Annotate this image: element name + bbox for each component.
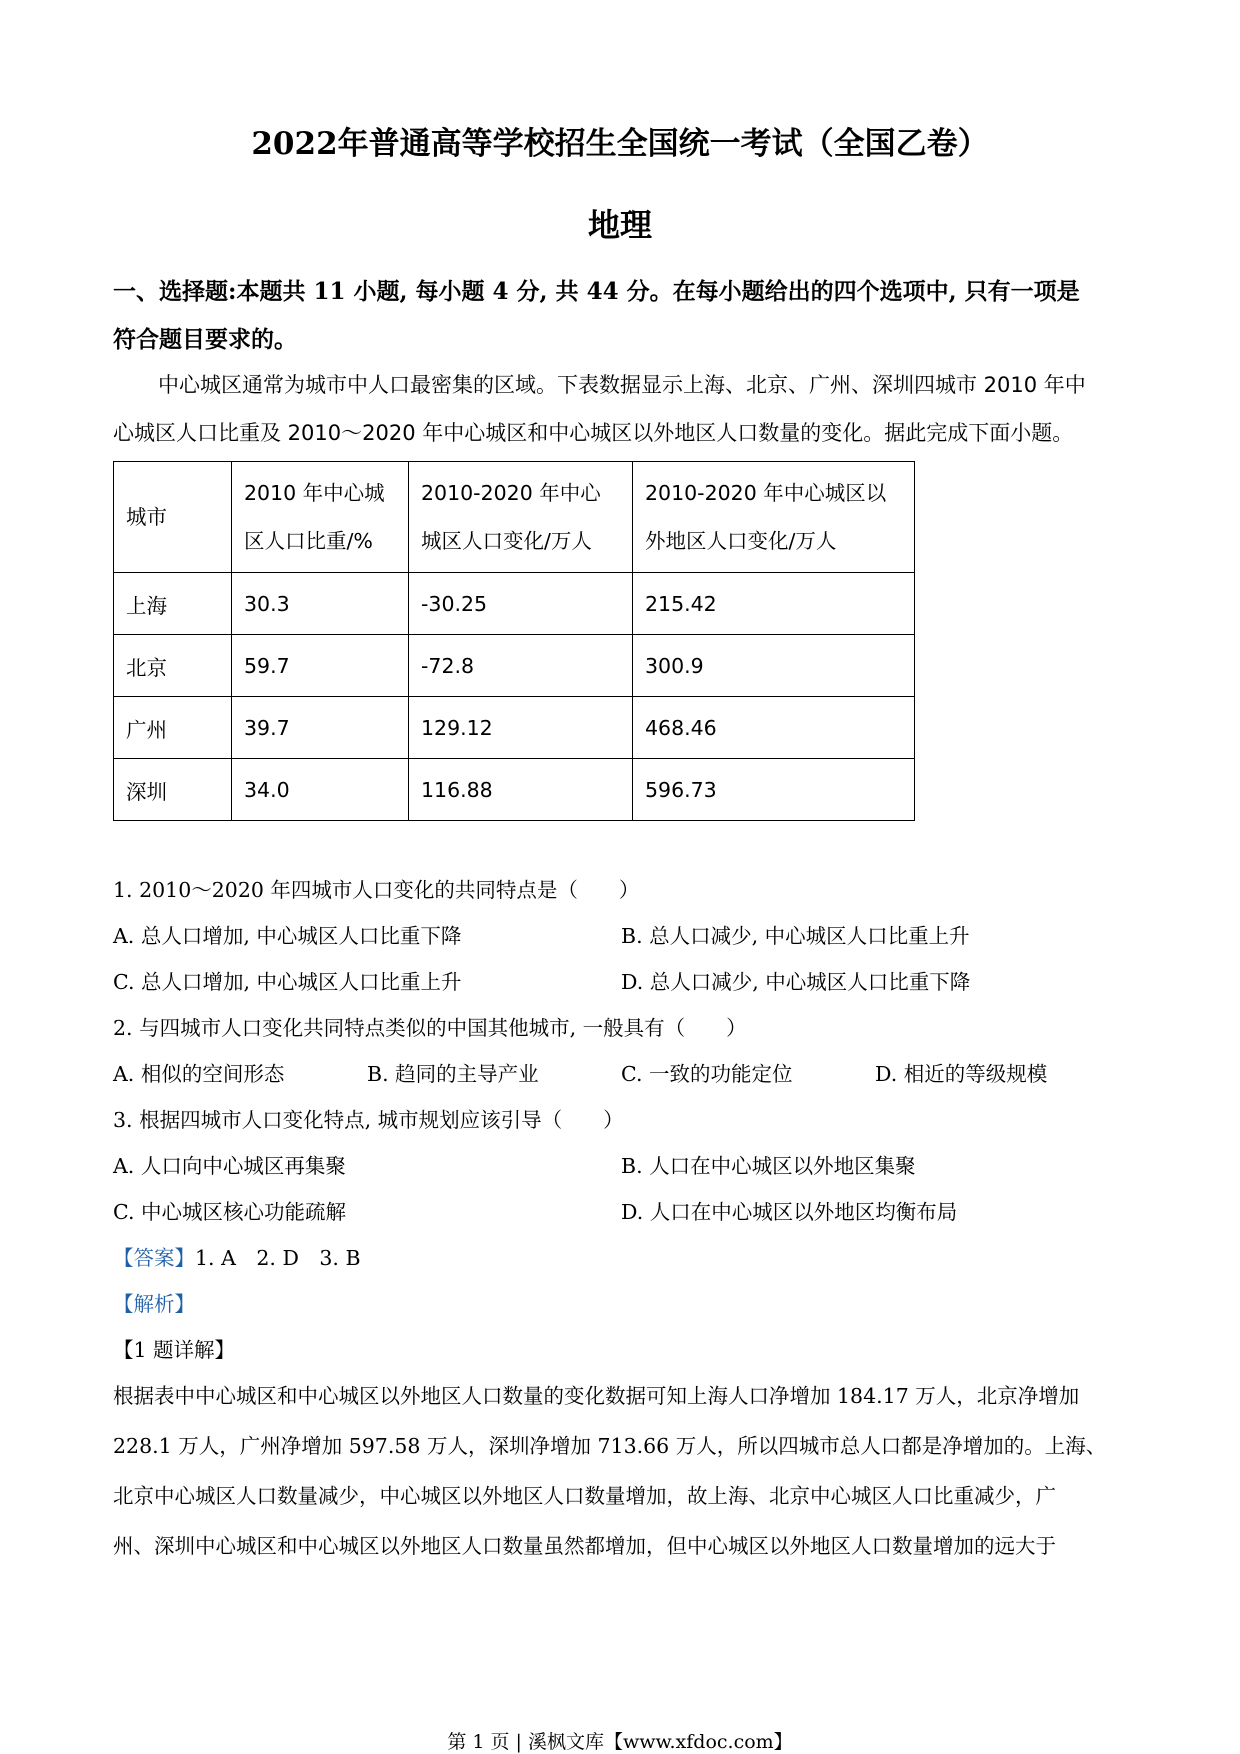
question-3-option-d[interactable]: D. 人口在中心城区以外地区均衡布局 [621, 1200, 958, 1224]
table-row [114, 573, 915, 635]
question-2-option-d[interactable]: D. 相近的等级规模 [875, 1062, 1048, 1086]
answer-text: 1. A 2. D 3. B [195, 1246, 361, 1270]
header-share-line2: 区人口比重/% [244, 529, 373, 553]
population-table [113, 461, 915, 821]
table-row [114, 697, 915, 759]
header-center-change [409, 462, 633, 573]
question-1-stem: 1. 2010～2020 年四城市人口变化的共同特点是（ ） [113, 878, 640, 902]
detail-line-2: 228.1 万人，广州净增加 597.58 万人，深圳净增加 713.66 万人，所以四城市总人口都是净增加的。上海、 [113, 1434, 1107, 1458]
question-2-stem: 2. 与四城市人口变化共同特点类似的中国其他城市, 一般具有（ ） [113, 1016, 747, 1040]
cell-center-change: -72.8 [409, 635, 633, 697]
section-heading-line1: 一、选择题:本题共 11 小题, 每小题 4 分, 共 44 分。在每小题给出的四个选项中, 只有一项是 [113, 278, 1080, 305]
cell-outer-change: 300.9 [633, 635, 915, 697]
header-center-change-line2: 城区人口变化/万人 [421, 529, 592, 553]
answer-label: 【答案】 [113, 1246, 195, 1270]
intro-line1: 中心城区通常为城市中人口最密集的区域。下表数据显示上海、北京、广州、深圳四城市 2010 年中 [158, 373, 1086, 397]
analysis-label: 【解析】 [113, 1292, 195, 1316]
question-1-option-b[interactable]: B. 总人口减少, 中心城区人口比重上升 [621, 924, 970, 948]
document-title: 2022年普通高等学校招生全国统一考试（全国乙卷） [251, 126, 989, 162]
section-heading-line2: 符合题目要求的。 [113, 326, 297, 353]
cell-outer-change: 215.42 [633, 573, 915, 635]
table-row [114, 635, 915, 697]
cell-outer-change: 596.73 [633, 759, 915, 821]
question-3-option-b[interactable]: B. 人口在中心城区以外地区集聚 [621, 1154, 916, 1178]
cell-center-change: -30.25 [409, 573, 633, 635]
detail-line-3: 北京中心城区人口数量减少，中心城区以外地区人口数量增加，故上海、北京中心城区人口比重减少，广 [113, 1484, 1056, 1508]
cell-city: 广州 [114, 697, 232, 759]
detail-line-1: 根据表中中心城区和中心城区以外地区人口数量的变化数据可知上海人口净增加 184.17 万人，北京净增加 [113, 1384, 1080, 1408]
question-2-option-b[interactable]: B. 趋同的主导产业 [367, 1062, 539, 1086]
table-row [114, 759, 915, 821]
subject-title: 地理 [587, 206, 652, 244]
question-2-option-a[interactable]: A. 相似的空间形态 [113, 1062, 285, 1086]
question-1-option-a[interactable]: A. 总人口增加, 中心城区人口比重下降 [113, 924, 462, 948]
detail-line-4: 州、深圳中心城区和中心城区以外地区人口数量虽然都增加，但中心城区以外地区人口数量增加的远大于 [113, 1534, 1056, 1558]
question-1-option-d[interactable]: D. 总人口减少, 中心城区人口比重下降 [621, 970, 971, 994]
cell-share: 30.3 [232, 573, 409, 635]
page-footer: 第 1 页 | 溪枫文库【www.xfdoc.com】 [447, 1731, 793, 1753]
header-outer-change-line2: 外地区人口变化/万人 [645, 529, 837, 553]
answer-line [113, 1241, 361, 1271]
header-outer-change [633, 462, 915, 573]
question-1-option-c[interactable]: C. 总人口增加, 中心城区人口比重上升 [113, 970, 462, 994]
cell-share: 39.7 [232, 697, 409, 759]
header-share [232, 462, 409, 573]
cell-share: 59.7 [232, 635, 409, 697]
header-share-line1: 2010 年中心城 [244, 481, 385, 505]
question-3-option-a[interactable]: A. 人口向中心城区再集聚 [113, 1154, 346, 1178]
cell-city: 深圳 [114, 759, 232, 821]
detail-heading: 【1 题详解】 [113, 1338, 236, 1362]
question-3-stem: 3. 根据四城市人口变化特点, 城市规划应该引导（ ） [113, 1108, 624, 1132]
cell-share: 34.0 [232, 759, 409, 821]
header-city: 城市 [114, 462, 232, 573]
cell-city: 北京 [114, 635, 232, 697]
cell-city: 上海 [114, 573, 232, 635]
question-2-option-c[interactable]: C. 一致的功能定位 [621, 1062, 793, 1086]
cell-center-change: 116.88 [409, 759, 633, 821]
question-3-option-c[interactable]: C. 中心城区核心功能疏解 [113, 1200, 346, 1224]
table-header-row [114, 462, 915, 573]
cell-outer-change: 468.46 [633, 697, 915, 759]
header-outer-change-line1: 2010-2020 年中心城区以 [645, 481, 887, 505]
intro-line2: 心城区人口比重及 2010～2020 年中心城区和中心城区以外地区人口数量的变化。据此完成下面小题。 [113, 421, 1074, 445]
header-center-change-line1: 2010-2020 年中心 [421, 481, 601, 505]
cell-center-change: 129.12 [409, 697, 633, 759]
